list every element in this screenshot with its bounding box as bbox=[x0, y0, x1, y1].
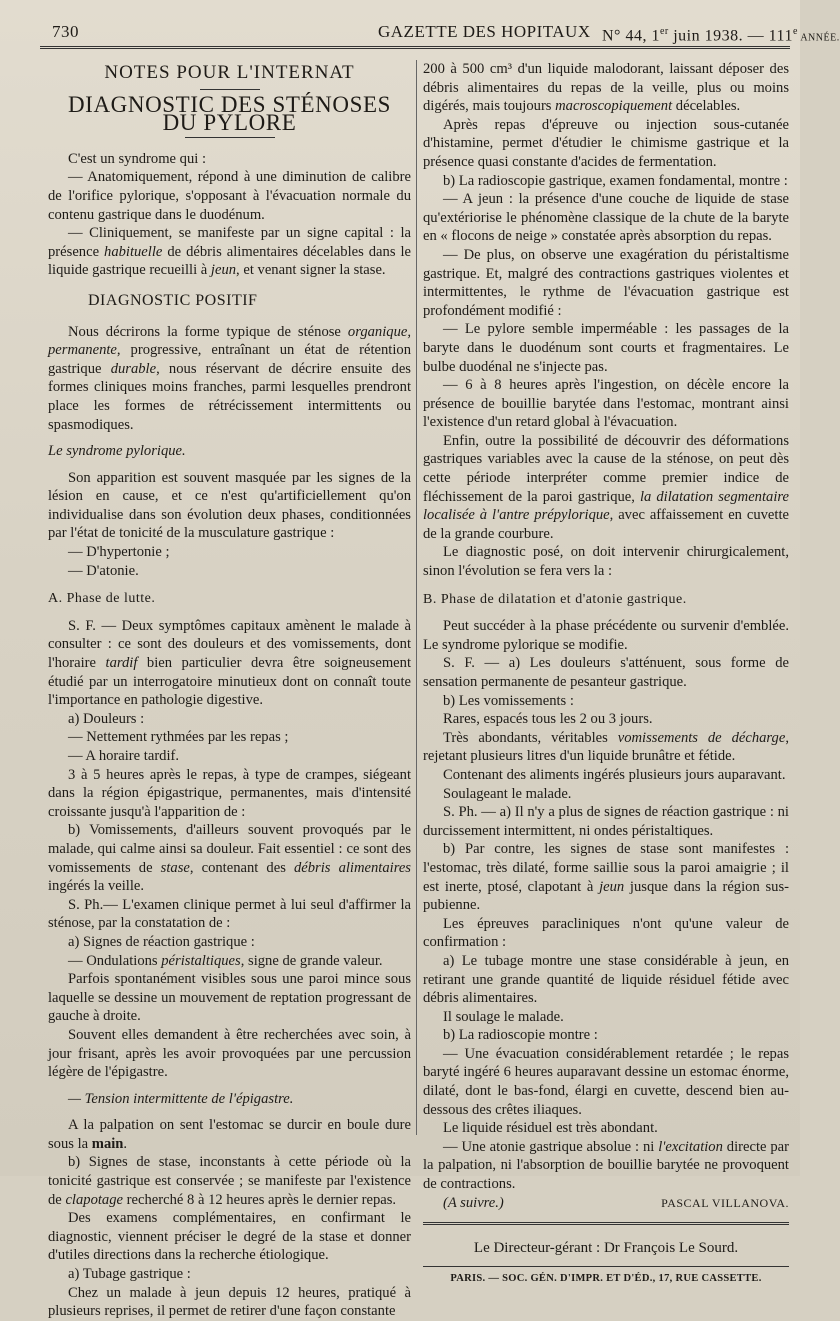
paragraph: b) Vomissements, d'ailleurs souvent provoqués par le malade, qui calme ainsi sa douleur. Fait essentiel : ce sont des vomissements de stase, contenant des débris alimentaires ingérés la veille. bbox=[48, 822, 411, 895]
subheading: Le syndrome pylorique. bbox=[48, 443, 186, 460]
paragraph: b) Signes de stase, inconstants à cette période où la tonicité gastrique est conservée ; se manifeste par l'existence de clapotage recherché 8 à 12 heures après le dernier repas. bbox=[48, 1154, 411, 1208]
paragraph: S. Ph. — a) Il n'y a plus de signes de réaction gastrique : ni durcissement intermittent, ni ondes péristaltiques. bbox=[423, 804, 789, 839]
paragraph: Très abondants, véritables vomissements de décharge, rejetant plusieurs litres d'un liquide brunâtre et fétide. bbox=[423, 729, 789, 765]
left-column bbox=[48, 60, 411, 1321]
paragraph: — Une évacuation considérablement retardée ; le repas baryté ingéré 6 heures auparavant dessine un estomac énorme, dilaté, dont le bas-fond, élargi en cuvette, descend bien au-dessous des crêtes iliaques. bbox=[423, 1045, 789, 1118]
paragraph: a) Signes de réaction gastrique : bbox=[68, 933, 255, 950]
subheading: A. Phase de lutte. bbox=[48, 591, 156, 607]
paragraph: Les épreuves paracliniques n'ont qu'une valeur de confirmation : bbox=[423, 915, 789, 951]
paragraph: Soulageant le malade. bbox=[443, 785, 572, 802]
paragraph: Il soulage le malade. bbox=[443, 1008, 564, 1025]
paragraph: — Cliniquement, se manifeste par un signe capital : la présence habituelle de débris alimentaires décelables dans le liquide gastrique recueilli à jeun, et venant signer la stase. bbox=[48, 225, 411, 279]
paragraph: — A horaire tardif. bbox=[68, 748, 180, 764]
paragraph: Chez un malade à jeun depuis 12 heures, pratiqué à plusieurs reprises, il permet de retirer d'une façon constante bbox=[48, 1284, 411, 1320]
issue-date: N° 44, 1er juin 1938. — 111e ANNÉE. bbox=[602, 26, 840, 45]
to-be-continued: (A suivre.) bbox=[443, 1194, 504, 1211]
paragraph: Son apparition est souvent masquée par les signes de la lésion en cause, et ce n'est qu'artificiellement qu'on individualise dans son évolution deux phases, conditionnées par l'état de tonicité de la musculature gastrique : bbox=[48, 469, 411, 542]
title-rule bbox=[185, 137, 275, 138]
paragraph: Souvent elles demandent à être recherchées avec soin, à jour frisant, après les avoir provoquées par une percussion légère de l'épigastre. bbox=[48, 1026, 411, 1081]
paragraph: — Nettement rythmées par les repas ; bbox=[68, 729, 289, 746]
paragraph: Nous décrirons la forme typique de sténose organique, permanente, progressive, entraînant un état de rétention gastrique durable, nous réservant de décrire ensuite des formes cliniques moins franches, parmi lesquelles prendront place les formes de rétrécissement intermittents ou spasmodiques. bbox=[48, 323, 411, 433]
paragraph: — D'atonie. bbox=[68, 562, 139, 579]
printer-line: PARIS. — SOC. GÉN. D'IMPR. ET D'ÉD., 17, RUE CASSETTE. bbox=[423, 1266, 789, 1289]
subheading: DIAGNOSTIC POSITIF bbox=[88, 291, 258, 309]
header-rule bbox=[40, 46, 790, 52]
paragraph: — Une atonie gastrique absolue : ni l'excitation directe par la palpation, ni l'absorption de bouillie barytée ne provoquent de contractions. bbox=[423, 1138, 789, 1193]
paragraph: Peut succéder à la phase précédente ou survenir d'emblée. Le syndrome pylorique se modifie. bbox=[423, 618, 789, 653]
paragraph: Le liquide résiduel est très abondant. bbox=[443, 1120, 658, 1137]
paragraph: b) Par contre, les signes de stase sont manifestes : l'estomac, très dilaté, forme saillie sous la paroi amaigrie ; il est inerte, ptosé, clapotant à jeun jusque dans la région sus-pubienne. bbox=[423, 841, 789, 914]
paragraph: Contenant des aliments ingérés plusieurs jours auparavant. bbox=[443, 766, 786, 783]
paragraph: S. Ph.— L'examen clinique permet à lui seul d'affirmer la sténose, par la constatation de : bbox=[48, 896, 411, 932]
director-line: Le Directeur-gérant : Dr François Le Sourd. bbox=[473, 1240, 739, 1257]
right-column bbox=[423, 60, 789, 1288]
paragraph: b) La radioscopie montre : bbox=[443, 1027, 598, 1044]
page-header bbox=[40, 14, 840, 45]
paragraph: — Tension intermittente de l'épigastre. bbox=[68, 1090, 294, 1107]
paragraph: Enfin, outre la possibilité de découvrir des déformations gastriques variables avec la cause de la sténose, on peut dès cette période interpréter comme premier indice de fléchissement de la paroi gastrique, la dilatation segmentaire localisée à l'antre prépylorique, avec affaissement en cuvette de la grande courbure. bbox=[423, 432, 789, 542]
paragraph: Le diagnostic posé, on doit intervenir chirurgicalement, sinon l'évolution se fera vers la : bbox=[423, 544, 789, 580]
paragraph: — De plus, on observe une exagération du péristaltisme gastrique. Et, malgré des contractions gastriques violentes et intermittentes, le rythme de l'évacuation gastrique est profondément modifié : bbox=[423, 246, 789, 319]
column-divider bbox=[416, 60, 417, 1135]
paragraph: — D'hypertonie ; bbox=[68, 544, 170, 561]
signature-line bbox=[423, 1194, 789, 1213]
paragraph: Des examens complémentaires, en confirmant le diagnostic, viennent préciser le degré de la stase et donner d'utiles directions dans la recherche étiologique. bbox=[48, 1210, 411, 1264]
paragraph: Parfois spontanément visibles sous une paroi mince sous laquelle se dessine un mouvement de reptation progressant de gauche à droite. bbox=[48, 971, 411, 1025]
paragraph: b) Les vomissements : bbox=[443, 692, 574, 709]
paragraph: — 6 à 8 heures après l'ingestion, on décèle encore la présence de bouillie barytée dans l'estomac, montrant ainsi l'existence d'un retard global à l'évacuation. bbox=[423, 377, 789, 431]
paragraph: A la palpation on sent l'estomac se durcir en boule dure sous la main. bbox=[48, 1117, 411, 1152]
article-title: DIAGNOSTIC DES STÉNOSES DU PYLORE bbox=[67, 91, 392, 136]
paragraph: 3 à 5 heures après le repas, à type de crampes, siégeant dans la région épigastrique, permanentes, mais d'intensité croissante jusqu'à l'apparition de : bbox=[48, 766, 411, 820]
paragraph: — Le pylore semble imperméable : les passages de la baryte dans le duodénum sont courts et fragmentaires. Le bulbe duodénal ne s'injecte pas. bbox=[423, 321, 789, 375]
title-rule bbox=[200, 89, 260, 90]
paragraph: — A jeun : la présence d'une couche de liquide de stase qu'extériorise le phénomène classique de la chute de la baryte en « flocons de neige » constatée après absorption du repas. bbox=[423, 191, 789, 245]
paragraph: 200 à 500 cm³ d'un liquide malodorant, laissant déposer des débris alimentaires du repas de la veille, plus ou moins digérés, mais toujours macroscopiquement décelables. bbox=[423, 61, 789, 115]
paragraph: a) Le tubage montre une stase considérable à jeun, en retirant une grande quantité de liquide résiduel fétide avec débris alimentaires. bbox=[423, 952, 789, 1007]
footer-rule bbox=[423, 1222, 789, 1225]
paragraph: — Ondulations péristaltiques, signe de grande valeur. bbox=[68, 952, 383, 969]
paragraph: a) Tubage gastrique : bbox=[68, 1266, 191, 1283]
journal-title: GAZETTE DES HOPITAUX bbox=[378, 22, 591, 41]
section-title: NOTES POUR L'INTERNAT bbox=[104, 62, 355, 83]
paragraph: Après repas d'épreuve ou injection sous-cutanée d'histamine, permet d'étudier le chimisme gastrique et la présence quasi constante d'acides de fermentation. bbox=[423, 116, 789, 170]
paragraph: Rares, espacés tous les 2 ou 3 jours. bbox=[443, 711, 653, 728]
paragraph: S. F. — Deux symptômes capitaux amènent le malade à consulter : ce sont des douleurs et des vomissements, dont l'horaire tardif bien particulier devra être soigneusement étudié par un interrogatoire minutieux dont on connaît toute l'importance en pathologie digestive. bbox=[48, 617, 411, 709]
paragraph: — Anatomiquement, répond à une diminution de calibre de l'orifice pylorique, s'opposant à l'évacuation normale du contenu gastrique dans le duodénum. bbox=[48, 169, 411, 223]
paragraph: b) La radioscopie gastrique, examen fondamental, montre : bbox=[443, 172, 788, 189]
paragraph: a) Douleurs : bbox=[68, 710, 145, 727]
subheading: B. Phase de dilatation et d'atonie gastrique. bbox=[423, 591, 687, 607]
paragraph: S. F. — a) Les douleurs s'atténuent, sous forme de sensation permanente de pesanteur gastrique. bbox=[423, 655, 789, 690]
author-signature: PASCAL VILLANOVA. bbox=[661, 1195, 789, 1210]
paragraph: C'est un syndrome qui : bbox=[68, 150, 207, 167]
page-number: 730 bbox=[52, 22, 79, 41]
